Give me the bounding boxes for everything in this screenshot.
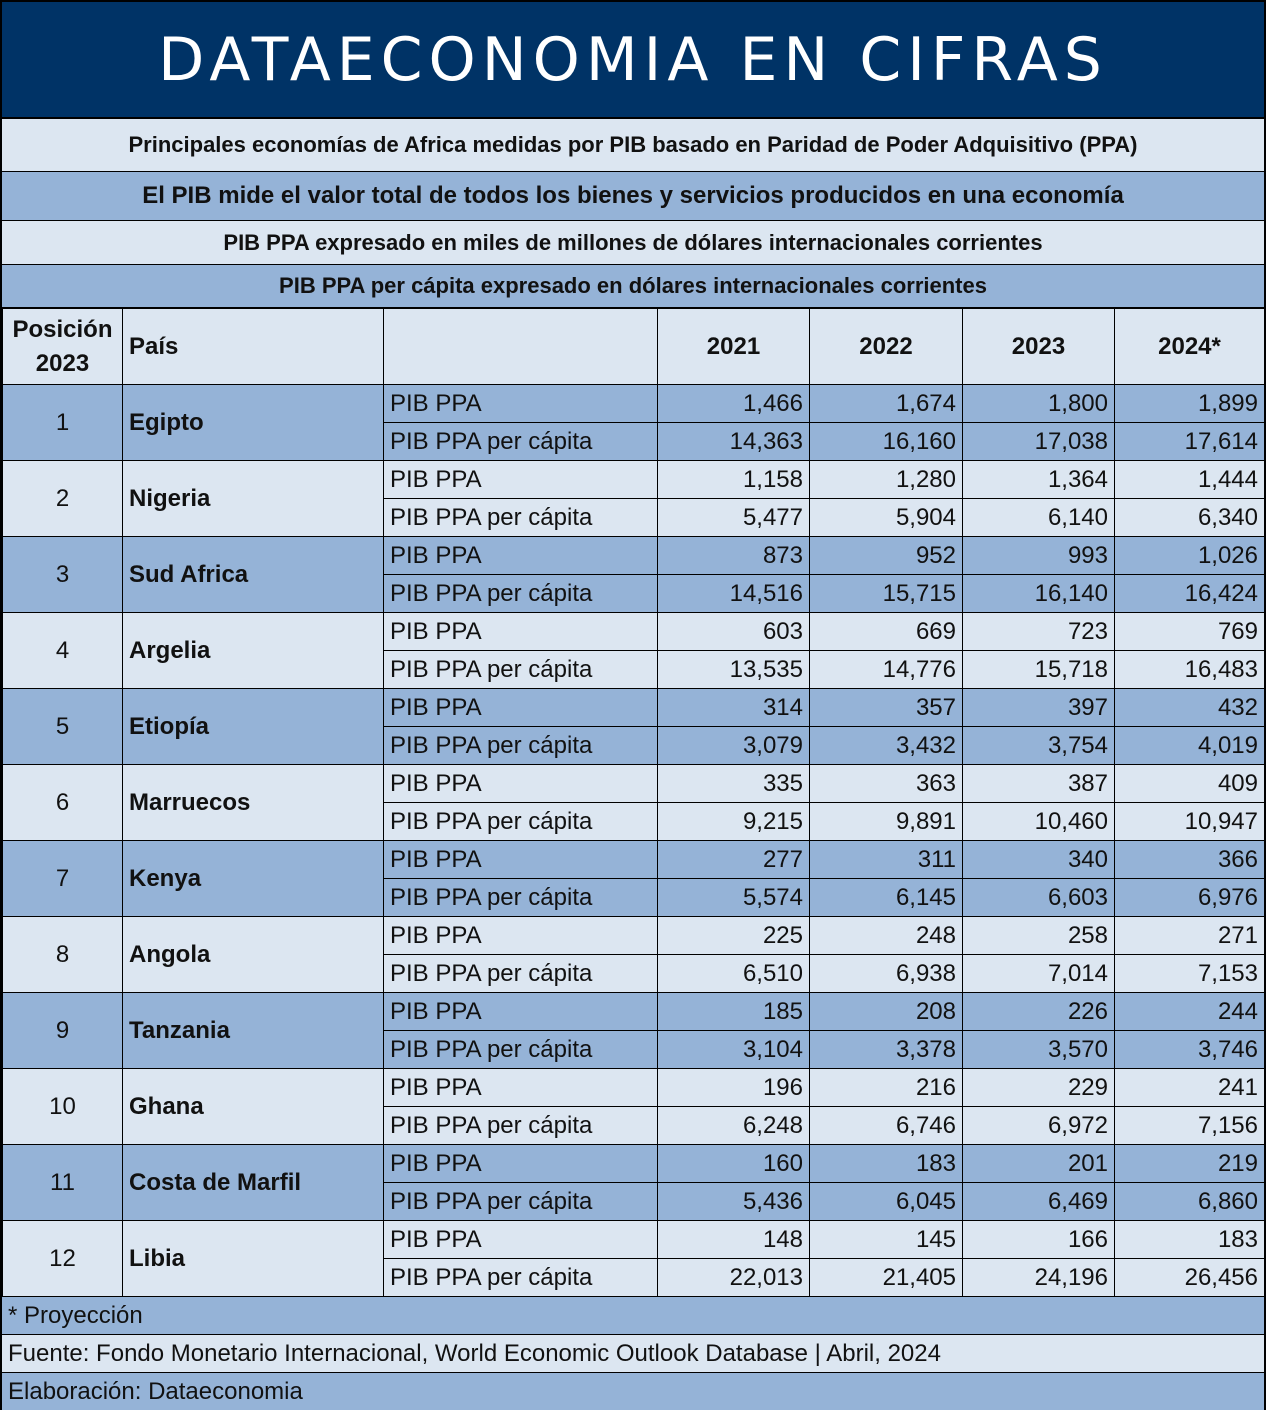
value-cell: 6,145: [810, 879, 963, 917]
country-cell: Sud Africa: [123, 537, 384, 613]
value-cell: 387: [963, 765, 1115, 803]
value-cell: 6,340: [1115, 499, 1265, 537]
value-cell: 9,891: [810, 803, 963, 841]
country-cell: Angola: [123, 917, 384, 993]
value-cell: 311: [810, 841, 963, 879]
table-row: [3, 613, 1265, 651]
value-cell: 160: [658, 1145, 810, 1183]
value-cell: 5,436: [658, 1183, 810, 1221]
table-row: [3, 1145, 1265, 1183]
value-cell: 14,363: [658, 423, 810, 461]
value-cell: 1,800: [963, 385, 1115, 423]
value-cell: 9,215: [658, 803, 810, 841]
value-cell: 769: [1115, 613, 1265, 651]
metric-label-cell: PIB PPA: [384, 841, 658, 879]
value-cell: 3,104: [658, 1031, 810, 1069]
value-cell: 148: [658, 1221, 810, 1259]
metric-label-cell: PIB PPA: [384, 385, 658, 423]
metric-label-cell: PIB PPA per cápita: [384, 1107, 658, 1145]
table-row: [3, 385, 1265, 423]
value-cell: 340: [963, 841, 1115, 879]
country-cell: Etiopía: [123, 689, 384, 765]
value-cell: 6,938: [810, 955, 963, 993]
table-row: [3, 537, 1265, 575]
rank-cell: 5: [3, 689, 123, 765]
value-cell: 15,718: [963, 651, 1115, 689]
subtitle-gdp-units: PIB PPA expresado en miles de millones de dólares internacionales corrientes: [2, 221, 1264, 265]
value-cell: 22,013: [658, 1259, 810, 1297]
header-year-2023: 2023: [963, 309, 1115, 385]
footnote-source: Fuente: Fondo Monetario Internacional, World Economic Outlook Database | Abril, 2024: [2, 1335, 1264, 1373]
metric-label-cell: PIB PPA per cápita: [384, 803, 658, 841]
table-row: [3, 993, 1265, 1031]
country-cell: Egipto: [123, 385, 384, 461]
value-cell: 1,466: [658, 385, 810, 423]
value-cell: 1,158: [658, 461, 810, 499]
value-cell: 6,746: [810, 1107, 963, 1145]
value-cell: 216: [810, 1069, 963, 1107]
table-row: [3, 765, 1265, 803]
metric-label-cell: PIB PPA per cápita: [384, 1031, 658, 1069]
value-cell: 366: [1115, 841, 1265, 879]
value-cell: 16,160: [810, 423, 963, 461]
value-cell: 14,776: [810, 651, 963, 689]
header-position-line2: 2023: [35, 349, 90, 377]
rank-cell: 1: [3, 385, 123, 461]
value-cell: 357: [810, 689, 963, 727]
value-cell: 335: [658, 765, 810, 803]
table-row: [3, 689, 1265, 727]
footnote-projection: * Proyección: [2, 1297, 1264, 1335]
value-cell: 16,140: [963, 575, 1115, 613]
value-cell: 3,378: [810, 1031, 963, 1069]
header-metric: [384, 309, 658, 385]
value-cell: 6,603: [963, 879, 1115, 917]
value-cell: 10,460: [963, 803, 1115, 841]
value-cell: 7,153: [1115, 955, 1265, 993]
value-cell: 277: [658, 841, 810, 879]
value-cell: 6,510: [658, 955, 810, 993]
value-cell: 3,432: [810, 727, 963, 765]
value-cell: 258: [963, 917, 1115, 955]
metric-label-cell: PIB PPA: [384, 917, 658, 955]
country-cell: Costa de Marfil: [123, 1145, 384, 1221]
metric-label-cell: PIB PPA per cápita: [384, 955, 658, 993]
rank-cell: 4: [3, 613, 123, 689]
value-cell: 3,079: [658, 727, 810, 765]
value-cell: 226: [963, 993, 1115, 1031]
value-cell: 10,947: [1115, 803, 1265, 841]
value-cell: 6,045: [810, 1183, 963, 1221]
value-cell: 183: [1115, 1221, 1265, 1259]
value-cell: 669: [810, 613, 963, 651]
header-year-2021: 2021: [658, 309, 810, 385]
table-row: [3, 841, 1265, 879]
value-cell: 993: [963, 537, 1115, 575]
value-cell: 1,026: [1115, 537, 1265, 575]
value-cell: 271: [1115, 917, 1265, 955]
metric-label-cell: PIB PPA per cápita: [384, 651, 658, 689]
value-cell: 5,904: [810, 499, 963, 537]
footnote-credit: Elaboración: Dataeconomia: [2, 1373, 1264, 1410]
value-cell: 225: [658, 917, 810, 955]
value-cell: 6,976: [1115, 879, 1265, 917]
country-cell: Nigeria: [123, 461, 384, 537]
metric-label-cell: PIB PPA per cápita: [384, 1183, 658, 1221]
value-cell: 241: [1115, 1069, 1265, 1107]
subtitle-per-capita-units: PIB PPA per cápita expresado en dólares internacionales corrientes: [2, 265, 1264, 308]
value-cell: 6,140: [963, 499, 1115, 537]
table-row: [3, 1069, 1265, 1107]
value-cell: 248: [810, 917, 963, 955]
country-cell: Argelia: [123, 613, 384, 689]
value-cell: 185: [658, 993, 810, 1031]
metric-label-cell: PIB PPA: [384, 1069, 658, 1107]
metric-label-cell: PIB PPA: [384, 537, 658, 575]
value-cell: 1,364: [963, 461, 1115, 499]
country-cell: Libia: [123, 1221, 384, 1297]
value-cell: 16,483: [1115, 651, 1265, 689]
table-row: [3, 917, 1265, 955]
rank-cell: 11: [3, 1145, 123, 1221]
value-cell: 24,196: [963, 1259, 1115, 1297]
value-cell: 3,746: [1115, 1031, 1265, 1069]
value-cell: 166: [963, 1221, 1115, 1259]
value-cell: 26,456: [1115, 1259, 1265, 1297]
value-cell: 13,535: [658, 651, 810, 689]
metric-label-cell: PIB PPA: [384, 461, 658, 499]
gdp-table: [2, 308, 1265, 1297]
value-cell: 6,469: [963, 1183, 1115, 1221]
value-cell: 208: [810, 993, 963, 1031]
value-cell: 17,614: [1115, 423, 1265, 461]
value-cell: 145: [810, 1221, 963, 1259]
metric-label-cell: PIB PPA per cápita: [384, 1259, 658, 1297]
value-cell: 952: [810, 537, 963, 575]
value-cell: 397: [963, 689, 1115, 727]
value-cell: 17,038: [963, 423, 1115, 461]
metric-label-cell: PIB PPA per cápita: [384, 575, 658, 613]
value-cell: 229: [963, 1069, 1115, 1107]
value-cell: 196: [658, 1069, 810, 1107]
banner-title: DATAECONOMIA EN CIFRAS: [2, 2, 1264, 119]
value-cell: 21,405: [810, 1259, 963, 1297]
metric-label-cell: PIB PPA: [384, 1145, 658, 1183]
rank-cell: 10: [3, 1069, 123, 1145]
value-cell: 3,754: [963, 727, 1115, 765]
subtitle-main: Principales economías de Africa medidas por PIB basado en Paridad de Poder Adquisitivo (PPA): [2, 119, 1264, 172]
gdp-table-body: [3, 309, 1265, 1297]
value-cell: 873: [658, 537, 810, 575]
value-cell: 1,899: [1115, 385, 1265, 423]
header-position: [3, 309, 123, 385]
table-row: [3, 461, 1265, 499]
country-cell: Tanzania: [123, 993, 384, 1069]
metric-label-cell: PIB PPA: [384, 689, 658, 727]
value-cell: 5,477: [658, 499, 810, 537]
country-cell: Ghana: [123, 1069, 384, 1145]
header-year-2024: 2024*: [1115, 309, 1265, 385]
rank-cell: 7: [3, 841, 123, 917]
value-cell: 219: [1115, 1145, 1265, 1183]
header-country: País: [123, 309, 384, 385]
value-cell: 603: [658, 613, 810, 651]
rank-cell: 12: [3, 1221, 123, 1297]
country-cell: Marruecos: [123, 765, 384, 841]
value-cell: 7,014: [963, 955, 1115, 993]
value-cell: 3,570: [963, 1031, 1115, 1069]
value-cell: 432: [1115, 689, 1265, 727]
subtitle-definition: El PIB mide el valor total de todos los bienes y servicios producidos en una economía: [2, 172, 1264, 221]
metric-label-cell: PIB PPA: [384, 993, 658, 1031]
table-header-row: [3, 309, 1265, 385]
rank-cell: 2: [3, 461, 123, 537]
metric-label-cell: PIB PPA per cápita: [384, 499, 658, 537]
metric-label-cell: PIB PPA: [384, 1221, 658, 1259]
value-cell: 201: [963, 1145, 1115, 1183]
value-cell: 363: [810, 765, 963, 803]
value-cell: 16,424: [1115, 575, 1265, 613]
value-cell: 4,019: [1115, 727, 1265, 765]
metric-label-cell: PIB PPA per cápita: [384, 727, 658, 765]
value-cell: 1,280: [810, 461, 963, 499]
value-cell: 6,972: [963, 1107, 1115, 1145]
value-cell: 7,156: [1115, 1107, 1265, 1145]
value-cell: 6,860: [1115, 1183, 1265, 1221]
metric-label-cell: PIB PPA: [384, 613, 658, 651]
value-cell: 5,574: [658, 879, 810, 917]
metric-label-cell: PIB PPA per cápita: [384, 879, 658, 917]
value-cell: 723: [963, 613, 1115, 651]
value-cell: 1,444: [1115, 461, 1265, 499]
value-cell: 6,248: [658, 1107, 810, 1145]
metric-label-cell: PIB PPA per cápita: [384, 423, 658, 461]
value-cell: 314: [658, 689, 810, 727]
rank-cell: 3: [3, 537, 123, 613]
metric-label-cell: PIB PPA: [384, 765, 658, 803]
value-cell: 244: [1115, 993, 1265, 1031]
header-position-line1: Posición: [12, 315, 113, 343]
value-cell: 14,516: [658, 575, 810, 613]
header-year-2022: 2022: [810, 309, 963, 385]
rank-cell: 6: [3, 765, 123, 841]
value-cell: 183: [810, 1145, 963, 1183]
rank-cell: 8: [3, 917, 123, 993]
table-row: [3, 1221, 1265, 1259]
value-cell: 409: [1115, 765, 1265, 803]
value-cell: 1,674: [810, 385, 963, 423]
rank-cell: 9: [3, 993, 123, 1069]
country-cell: Kenya: [123, 841, 384, 917]
value-cell: 15,715: [810, 575, 963, 613]
